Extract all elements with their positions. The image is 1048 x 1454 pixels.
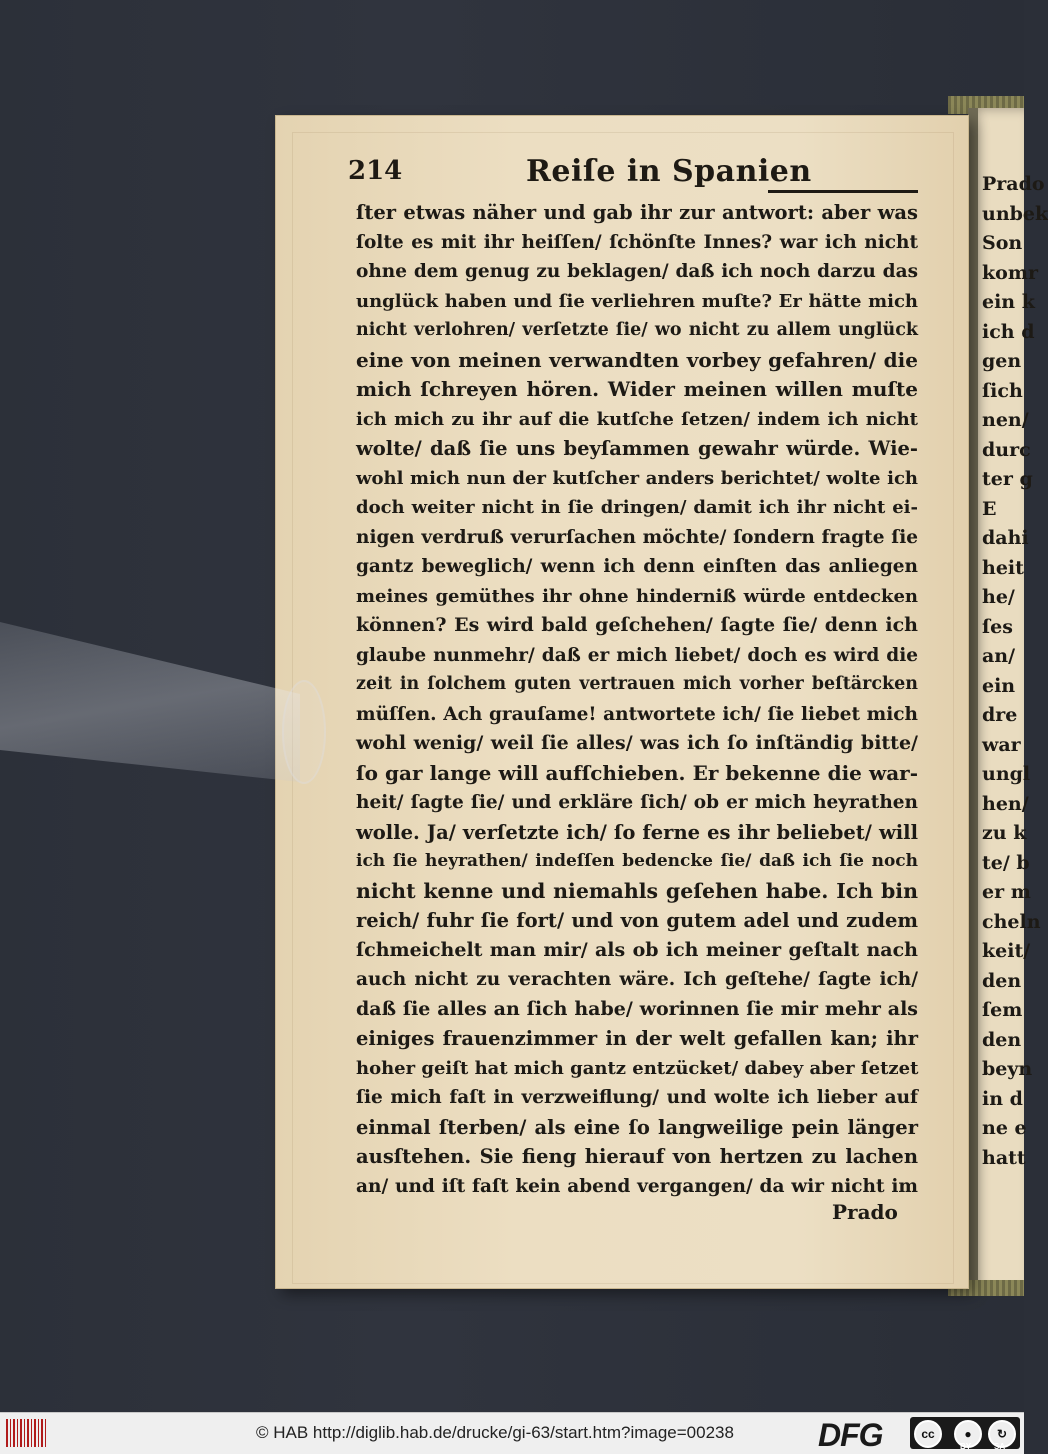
text-line: ſter etwas näher und gab ihr zur antwort: aber was [356, 201, 918, 224]
facing-page-fragment: er m [982, 881, 1031, 903]
text-line: einiges frauenzimmer in der welt gefallen kan; ihr [356, 1027, 918, 1050]
text-line: nicht kenne und niemahls geſehen habe. Ich bin [356, 878, 918, 903]
text-line: unglück haben und ſie verliehren muſte? Er hätte mich [356, 290, 918, 312]
facing-page-fragment: ſem [982, 999, 1023, 1021]
text-line: ohne dem genug zu beklagen/ daß ich noch darzu das [356, 261, 918, 282]
facing-page-fragment: zu k [982, 822, 1027, 844]
facing-page-fragment: nen/ [982, 409, 1029, 431]
text-line: glaube nunmehr/ daß er mich liebet/ doch es wird die [356, 644, 918, 666]
text-line: zeit in ſolchem guten vertrauen mich vorher beſtärcken [356, 674, 918, 694]
facing-page-fragment: heit [982, 556, 1024, 579]
facing-page-fragment: dahi [982, 527, 1029, 549]
page-header [348, 156, 918, 196]
facing-page-fragment: beyn [982, 1058, 1033, 1080]
facing-page-fragment: an/ [982, 645, 1016, 667]
facing-page-fragment: ſes [982, 615, 1013, 638]
text-line: müſſen. Ach grauſame! antwortete ich/ ſie liebet mich [356, 703, 918, 725]
facing-page-fragment: keit/ [982, 940, 1031, 962]
facing-page-fragment: E [982, 497, 997, 520]
ruler-tip [282, 680, 326, 784]
sa-share-alike-icon: ↻ [988, 1420, 1016, 1448]
text-line: ausſtehen. Sie fieng hierauf von hertzen zu lachen [356, 1145, 918, 1168]
text-line: an/ und iſt faſt kein abend vergangen/ da wir nicht im [356, 1175, 918, 1197]
text-line: gantz beweglich/ wenn ich denn einſten das anliegen [356, 556, 918, 577]
cc-icon: cc [914, 1420, 942, 1448]
facing-page-fragment: ter g [982, 468, 1033, 490]
text-line: nigen verdruß verurſachen möchte/ ſondern fragte ſie [356, 526, 918, 548]
cc-license-badge[interactable] [910, 1417, 1020, 1449]
facing-page-fragment: komr [982, 261, 1038, 284]
barcode-logo-icon [6, 1419, 48, 1447]
text-line: können? Es wird bald geſchehen/ ſagte ſie/ denn ich [356, 614, 918, 636]
text-line: ſchmeichelt man mir/ als ob ich meiner geſtalt nach [356, 938, 918, 961]
facing-page-fragment: hen/ [982, 792, 1029, 815]
facing-page-fragment: he/ [982, 586, 1015, 608]
text-line: doch weiter nicht in ſie dringen/ damit ich ihr nicht ei- [356, 497, 918, 518]
facing-page-fragment: Prado [982, 173, 1045, 195]
text-line: ſolte es mit ihr heiſſen/ ſchönſte Innes? war ich nicht [356, 231, 918, 253]
viewer-footer [0, 1412, 1024, 1454]
text-line: wolte/ daß ſie uns beyſammen gewahr würde. Wie- [356, 437, 918, 460]
facing-page-fragment: dre [982, 704, 1018, 726]
facing-page-fragments [982, 170, 1048, 1173]
facing-page-fragment: war [982, 733, 1021, 756]
text-line: meines gemüthes ihr ohne hinderniß würde entdecken [356, 585, 918, 607]
facing-page-fragment: hatt [982, 1146, 1026, 1169]
facing-page-fragment: ein k [982, 291, 1035, 313]
facing-page-fragment: ungl [982, 763, 1031, 785]
facing-page-fragment: te/ b [982, 851, 1030, 874]
facing-page-fragment: ich d [982, 320, 1035, 343]
text-line: ſie mich faſt in verzweiflung/ und wolte ich lieber auf [356, 1087, 918, 1108]
sa-label: SA [994, 1442, 1006, 1451]
text-line: einmal ſterben/ als eine ſo langweilige pein länger [356, 1115, 918, 1139]
text-line: nicht verlohren/ verſetzte ſie/ wo nicht zu allem unglück [356, 320, 918, 340]
text-line: ich mich zu ihr auf die kutſche ſetzen/ indem ich nicht [356, 408, 918, 430]
facing-page-fragment: den [982, 969, 1022, 992]
text-line: ſo gar lange will aufſchieben. Er bekenne die war- [356, 760, 918, 785]
catchword: Prado [832, 1200, 898, 1224]
page-number: 214 [348, 156, 403, 186]
facing-page-fragment: in d [982, 1087, 1023, 1110]
text-line: hoher geiſt hat mich gantz entzücket/ dabey aber ſetzet [356, 1057, 919, 1079]
facing-page-fragment: den [982, 1028, 1022, 1051]
running-title: Reiſe in Spanien [526, 154, 812, 189]
facing-page-fragment: unbek [982, 202, 1048, 225]
text-line: daß ſie alles an ſich habe/ worinnen ſie mir mehr als [356, 997, 918, 1020]
copyright-link[interactable]: © HAB http://diglib.hab.de/drucke/gi-63/start.htm?image=00238 [256, 1423, 734, 1442]
text-line: mich ſchreyen hören. Wider meinen willen muſte [356, 377, 918, 401]
text-line: reich/ fuhr ſie fort/ und von gutem adel und zudem [356, 909, 918, 932]
header-rule [768, 190, 918, 193]
facing-page-fragment: ein [982, 674, 1016, 697]
facing-page-fragment: ſich [982, 379, 1023, 402]
text-line: wohl wenig/ weil ſie alles/ was ich ſo inſtändig bitte/ [356, 732, 918, 754]
by-label: BY [960, 1442, 972, 1451]
text-line: heit/ ſagte ſie/ und erkläre ſich/ ob er mich heyrathen [356, 792, 918, 813]
text-line: eine von meinen verwandten vorbey gefahren/ die [356, 347, 918, 372]
facing-page-fragment: ne e [982, 1117, 1027, 1139]
dfg-logo: DFG [818, 1417, 883, 1453]
facing-page-fragment: Son [982, 232, 1023, 254]
text-line: wohl mich nun der kutſcher anders berichtet/ wolte ich [356, 467, 918, 489]
text-line: wolle. Ja/ verſetzte ich/ ſo ferne es ihr beliebet/ will [356, 820, 918, 844]
facing-page-fragment: gen [982, 350, 1022, 372]
text-line: ich ſie heyrathen/ indeſſen bedencke ſie/ daß ich ſie noch [356, 851, 918, 871]
body-text [356, 198, 918, 1201]
facing-page-fragment: cheln [982, 910, 1041, 933]
by-person-icon: ● [954, 1420, 982, 1448]
facing-page-fragment: durc [982, 438, 1031, 461]
text-line: auch nicht zu verachten wäre. Ich geſtehe/ ſagte ich/ [356, 969, 918, 990]
